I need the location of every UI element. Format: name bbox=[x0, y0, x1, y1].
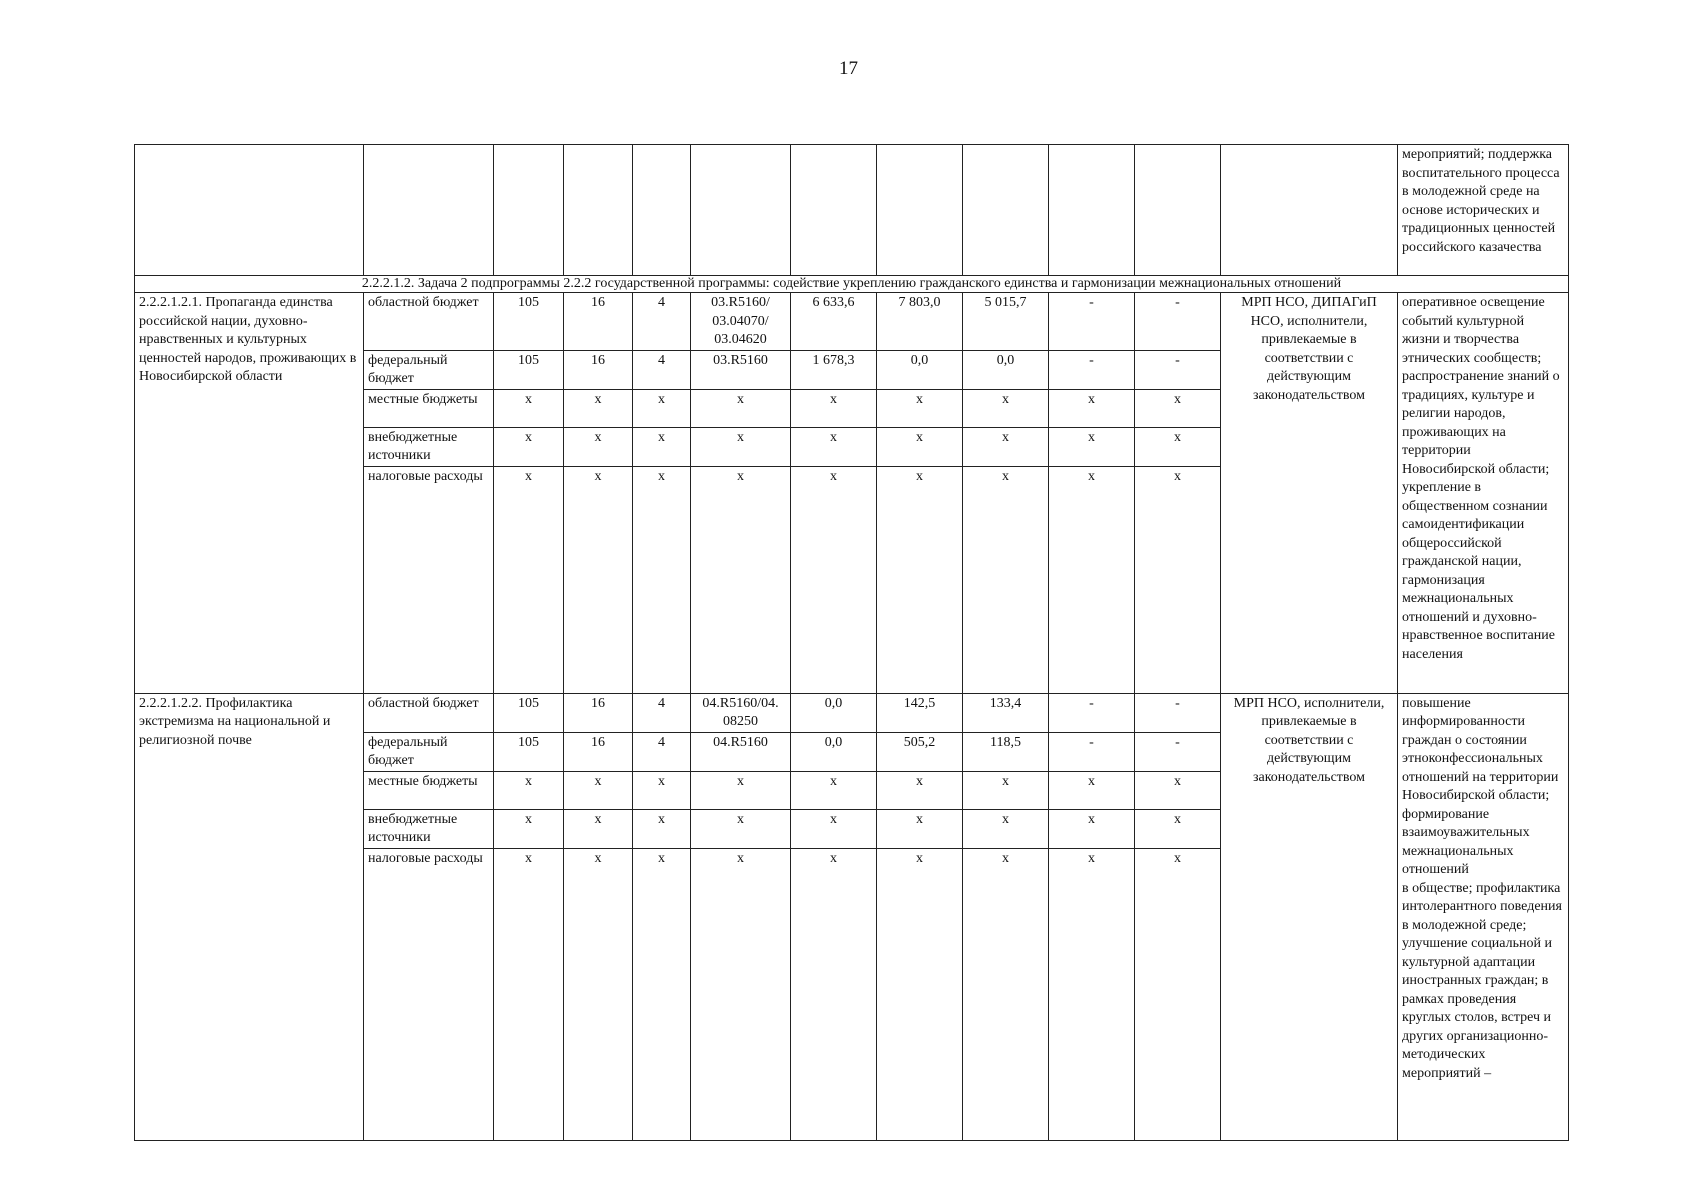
funding-y2: 505,2 bbox=[877, 732, 963, 771]
funding-grbs: х bbox=[494, 771, 564, 809]
funding-y2: х bbox=[877, 771, 963, 809]
funding-y3: х bbox=[963, 809, 1049, 848]
funding-y3: х bbox=[963, 389, 1049, 427]
funding-source: федеральный бюджет bbox=[364, 350, 494, 389]
funding-y4: х bbox=[1049, 466, 1135, 693]
funding-pr: 4 bbox=[633, 732, 691, 771]
funding-y5: - bbox=[1135, 350, 1221, 389]
funding-y4: - bbox=[1049, 732, 1135, 771]
funding-pr: х bbox=[633, 427, 691, 466]
funding-y4: - bbox=[1049, 350, 1135, 389]
funding-grbs: 105 bbox=[494, 693, 564, 732]
funding-rz: 16 bbox=[564, 293, 633, 351]
funding-y2: х bbox=[877, 809, 963, 848]
funding-pr: 4 bbox=[633, 293, 691, 351]
funding-y1: х bbox=[791, 427, 877, 466]
funding-pr: х bbox=[633, 466, 691, 693]
funding-source: местные бюджеты bbox=[364, 389, 494, 427]
funding-rz: х bbox=[564, 848, 633, 1140]
funding-y2: х bbox=[877, 389, 963, 427]
funding-pr: 4 bbox=[633, 693, 691, 732]
funding-y1: х bbox=[791, 466, 877, 693]
funding-y5: х bbox=[1135, 389, 1221, 427]
funding-y3: 133,4 bbox=[963, 693, 1049, 732]
funding-y4: - bbox=[1049, 693, 1135, 732]
funding-csr: х bbox=[691, 771, 791, 809]
funding-grbs: 105 bbox=[494, 293, 564, 351]
executor: МРП НСО, исполнители, привлекаемые в соответствии с действующим законодательством bbox=[1221, 693, 1398, 1140]
funding-csr: 04.R5160 bbox=[691, 732, 791, 771]
funding-source: внебюджетные источники bbox=[364, 809, 494, 848]
funding-rz: 16 bbox=[564, 693, 633, 732]
cell-empty bbox=[963, 145, 1049, 276]
funding-grbs: х bbox=[494, 466, 564, 693]
funding-csr: х bbox=[691, 809, 791, 848]
funding-rz: х bbox=[564, 389, 633, 427]
funding-y5: - bbox=[1135, 732, 1221, 771]
funding-source: налоговые расходы bbox=[364, 848, 494, 1140]
funding-rz: х bbox=[564, 427, 633, 466]
funding-y3: 5 015,7 bbox=[963, 293, 1049, 351]
page-number: 17 bbox=[839, 58, 858, 79]
funding-source: местные бюджеты bbox=[364, 771, 494, 809]
funding-grbs: 105 bbox=[494, 732, 564, 771]
funding-source: областной бюджет bbox=[364, 693, 494, 732]
funding-y5: - bbox=[1135, 693, 1221, 732]
funding-pr: 4 bbox=[633, 350, 691, 389]
funding-y5: х bbox=[1135, 466, 1221, 693]
funding-pr: х bbox=[633, 389, 691, 427]
activity-name: 2.2.2.1.2.2. Профилактика экстремизма на национальной и религиозной почве bbox=[135, 693, 364, 1140]
funding-y1: 1 678,3 bbox=[791, 350, 877, 389]
funding-y1: 0,0 bbox=[791, 693, 877, 732]
funding-y4: - bbox=[1049, 293, 1135, 351]
funding-pr: х bbox=[633, 771, 691, 809]
funding-y3: 0,0 bbox=[963, 350, 1049, 389]
funding-csr: х bbox=[691, 848, 791, 1140]
funding-y3: х bbox=[963, 771, 1049, 809]
cell-empty bbox=[135, 145, 364, 276]
expected-result: повышение информированности граждан о состоянии этноконфессиональных отношений на территории Новосибирской области; формирование взаимоуважительных межнациональных отношений в обществе; профилактика интолерантного поведения в молодежной среде; улучшение социальной и культурной адаптации иностранных граждан; в рамках проведения круглых столов, встреч и других организационно-методических мероприятий – bbox=[1398, 693, 1569, 1140]
table-body bbox=[135, 145, 1569, 1141]
funding-rz: х bbox=[564, 771, 633, 809]
funding-grbs: 105 bbox=[494, 350, 564, 389]
funding-y2: 0,0 bbox=[877, 350, 963, 389]
funding-rz: 16 bbox=[564, 350, 633, 389]
funding-pr: х bbox=[633, 809, 691, 848]
funding-row bbox=[135, 293, 1569, 351]
cell-empty bbox=[1135, 145, 1221, 276]
cell-empty bbox=[364, 145, 494, 276]
funding-y4: х bbox=[1049, 848, 1135, 1140]
funding-y1: 6 633,6 bbox=[791, 293, 877, 351]
funding-grbs: х bbox=[494, 848, 564, 1140]
section-heading: 2.2.2.1.2. Задача 2 подпрограммы 2.2.2 государственной программы: содействие укреплению гражданского единства и гармонизации межнациональных отношений bbox=[135, 276, 1569, 293]
funding-csr: х bbox=[691, 389, 791, 427]
funding-rz: х bbox=[564, 809, 633, 848]
cell-empty bbox=[633, 145, 691, 276]
funding-y3: 118,5 bbox=[963, 732, 1049, 771]
funding-rz: 16 bbox=[564, 732, 633, 771]
program-table bbox=[134, 144, 1569, 1141]
cell-empty bbox=[494, 145, 564, 276]
funding-y4: х bbox=[1049, 389, 1135, 427]
cell-empty bbox=[691, 145, 791, 276]
expected-result: оперативное освещение событий культурной жизни и творчества этнических сообществ; распространение знаний о традициях, культуре и религии народов, проживающих на территории Новосибирской области; укрепление в общественном сознании самоидентификации общероссийской гражданской нации, гармонизация межнациональных отношений и духовно-нравственное воспитание населения bbox=[1398, 293, 1569, 694]
funding-y5: х bbox=[1135, 809, 1221, 848]
funding-csr: 03.R5160/ 03.04070/ 03.04620 bbox=[691, 293, 791, 351]
funding-y2: х bbox=[877, 848, 963, 1140]
funding-y3: х bbox=[963, 848, 1049, 1140]
continuation-row bbox=[135, 145, 1569, 276]
funding-y5: - bbox=[1135, 293, 1221, 351]
funding-rz: х bbox=[564, 466, 633, 693]
funding-y2: 7 803,0 bbox=[877, 293, 963, 351]
funding-y2: х bbox=[877, 466, 963, 693]
executor: МРП НСО, ДИПАГиП НСО, исполнители, привлекаемые в соответствии с действующим законодательством bbox=[1221, 293, 1398, 694]
funding-y1: х bbox=[791, 771, 877, 809]
funding-y3: х bbox=[963, 427, 1049, 466]
funding-y5: х bbox=[1135, 771, 1221, 809]
funding-csr: х bbox=[691, 427, 791, 466]
funding-y4: х bbox=[1049, 427, 1135, 466]
cell-empty bbox=[1221, 145, 1398, 276]
funding-y3: х bbox=[963, 466, 1049, 693]
funding-y4: х bbox=[1049, 771, 1135, 809]
activity-name: 2.2.2.1.2.1. Пропаганда единства российской нации, духовно-нравственных и культурных ценностей народов, проживающих в Новосибирской области bbox=[135, 293, 364, 694]
section-heading-row bbox=[135, 276, 1569, 293]
cell-empty bbox=[1049, 145, 1135, 276]
funding-csr: х bbox=[691, 466, 791, 693]
cell-empty bbox=[564, 145, 633, 276]
funding-source: внебюджетные источники bbox=[364, 427, 494, 466]
funding-csr: 04.R5160/04. 08250 bbox=[691, 693, 791, 732]
funding-source: областной бюджет bbox=[364, 293, 494, 351]
funding-y5: х bbox=[1135, 848, 1221, 1140]
funding-row bbox=[135, 693, 1569, 732]
funding-grbs: х bbox=[494, 809, 564, 848]
funding-grbs: х bbox=[494, 427, 564, 466]
funding-y1: х bbox=[791, 848, 877, 1140]
funding-y1: 0,0 bbox=[791, 732, 877, 771]
funding-source: федеральный бюджет bbox=[364, 732, 494, 771]
funding-y2: х bbox=[877, 427, 963, 466]
cell-empty bbox=[791, 145, 877, 276]
funding-y4: х bbox=[1049, 809, 1135, 848]
funding-grbs: х bbox=[494, 389, 564, 427]
cell-empty bbox=[877, 145, 963, 276]
funding-y1: х bbox=[791, 809, 877, 848]
funding-y2: 142,5 bbox=[877, 693, 963, 732]
funding-csr: 03.R5160 bbox=[691, 350, 791, 389]
funding-y5: х bbox=[1135, 427, 1221, 466]
funding-y1: х bbox=[791, 389, 877, 427]
funding-source: налоговые расходы bbox=[364, 466, 494, 693]
expected-result-continuation: мероприятий; поддержка воспитательного процесса в молодежной среде на основе исторических и традиционных ценностей российского казачества bbox=[1398, 145, 1569, 276]
funding-pr: х bbox=[633, 848, 691, 1140]
